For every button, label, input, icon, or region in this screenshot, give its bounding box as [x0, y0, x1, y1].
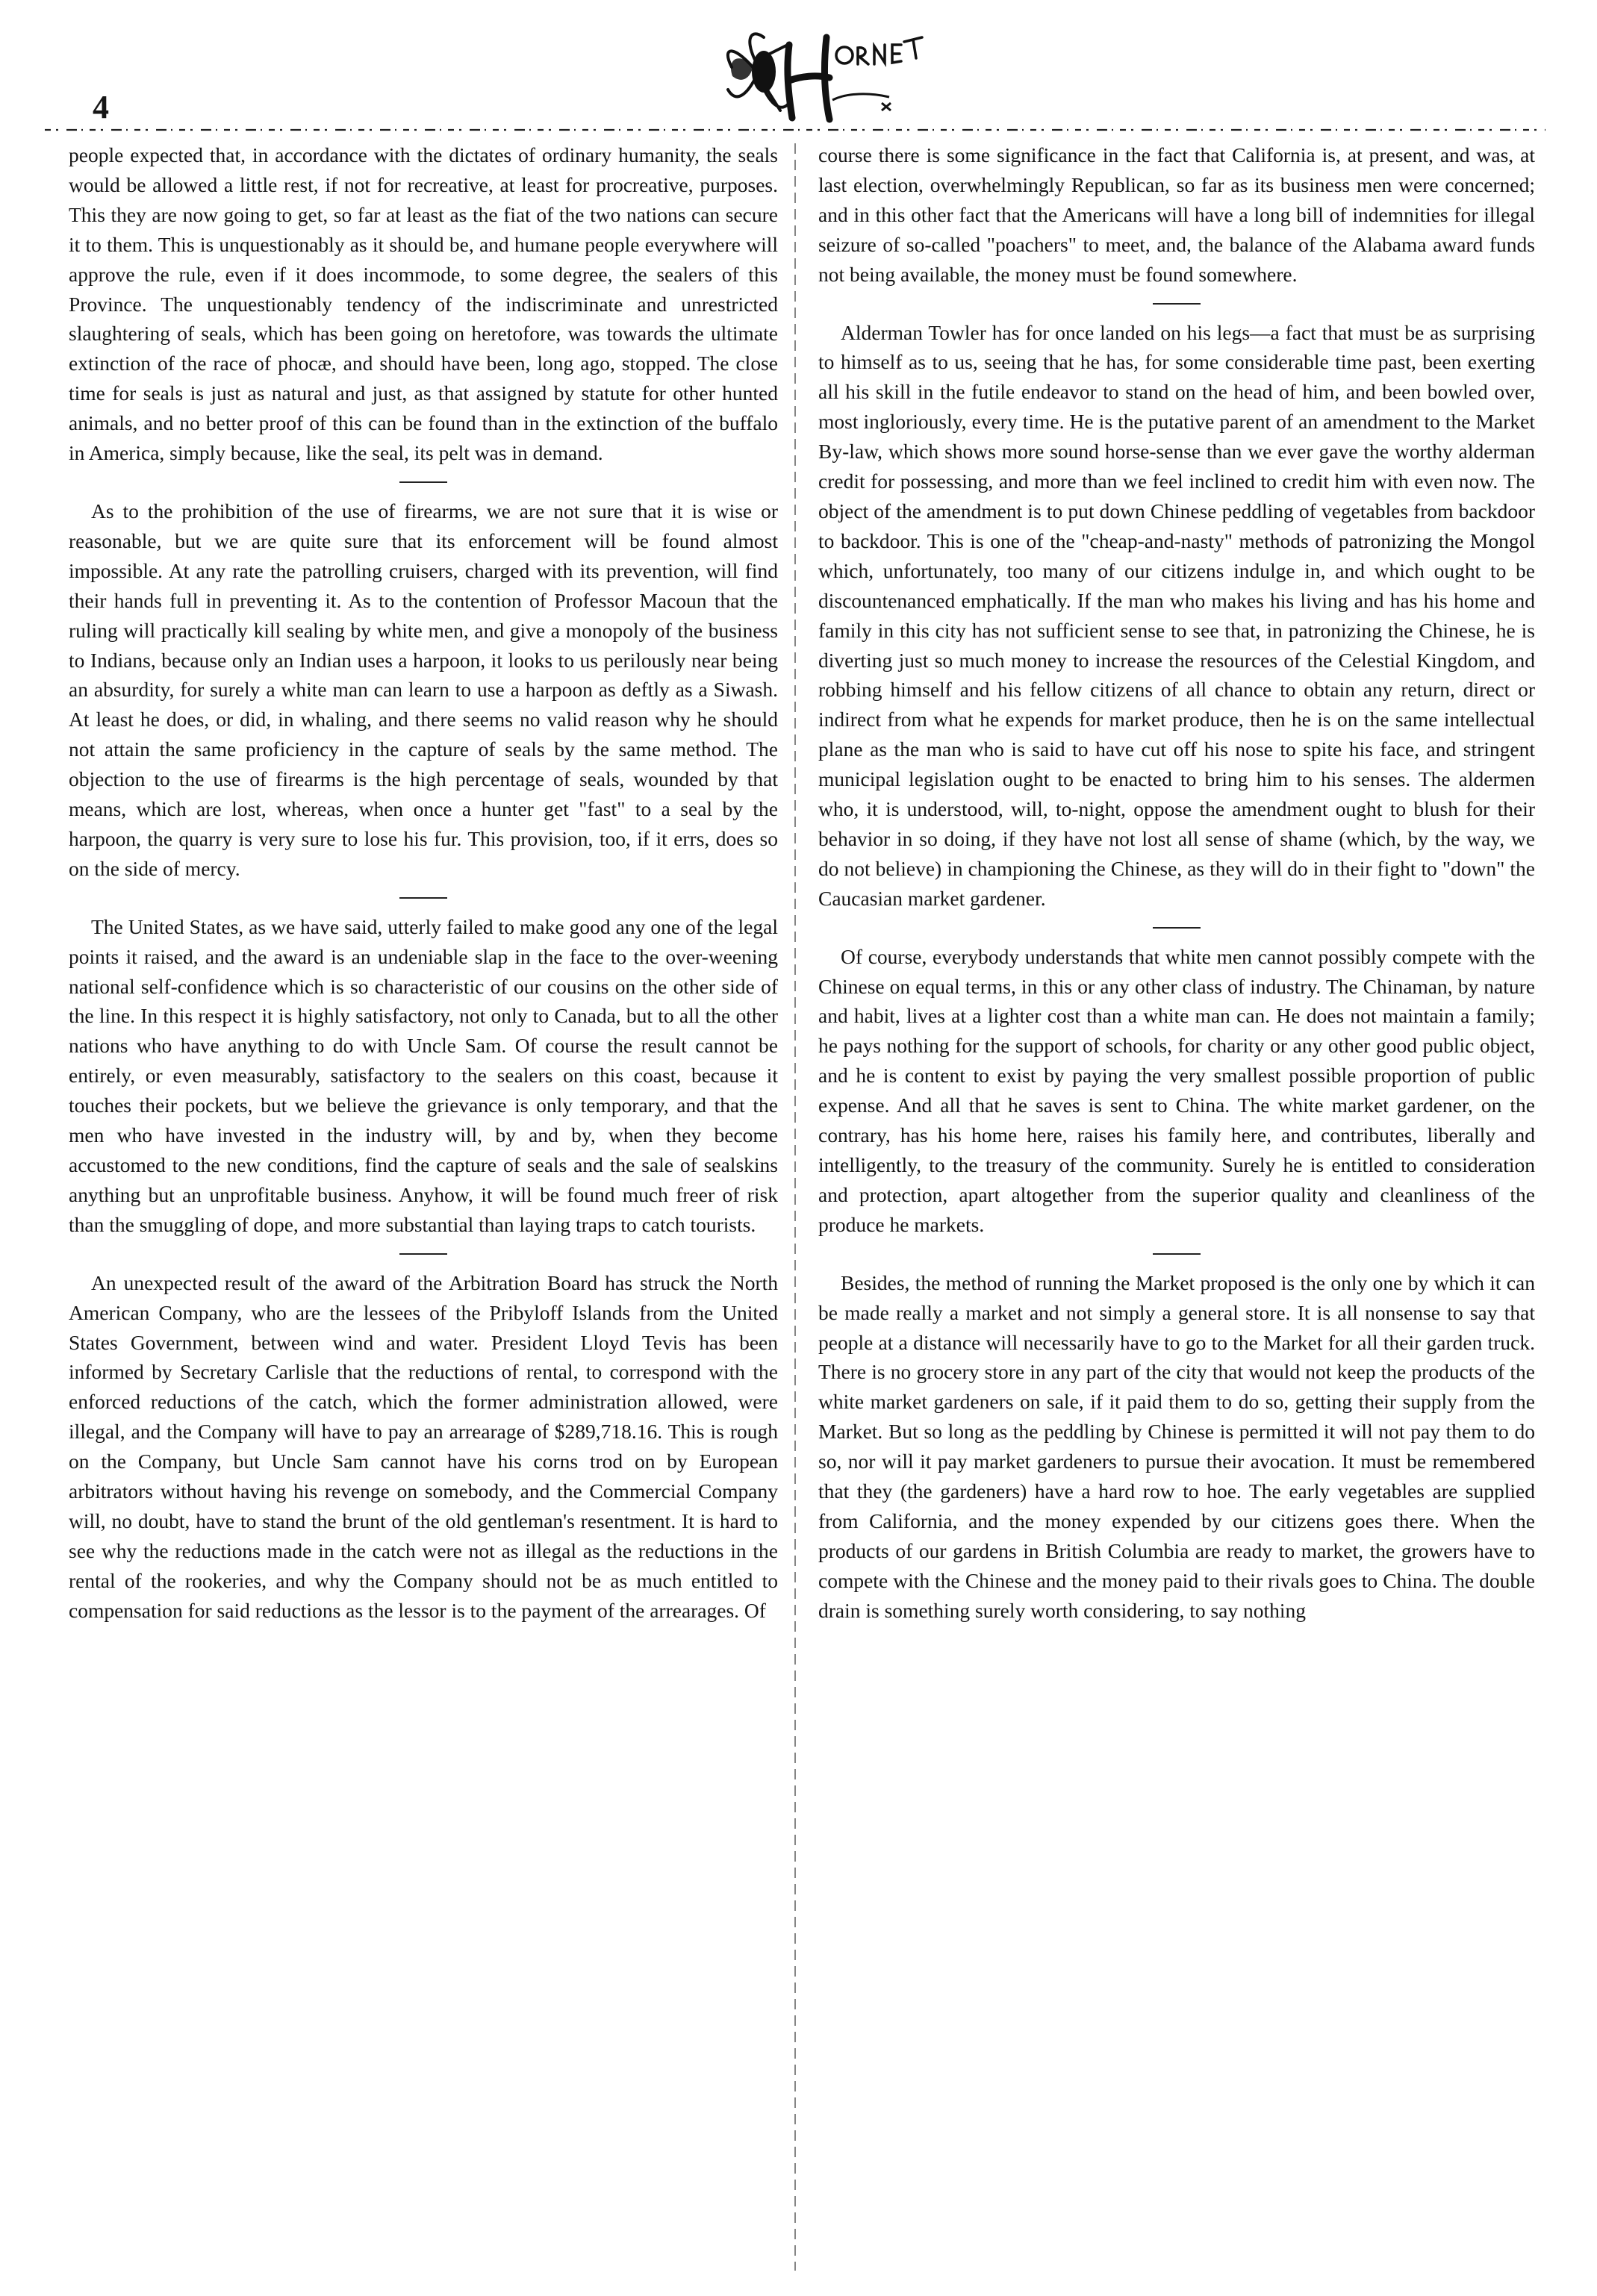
paragraph: Of course, everybody understands that white men cannot possibly compete with the Chinese on equal terms, in this or any other class of industry. The Chinaman, by nature and habit, lives at a lighter cost than a white man can. He does not maintain a family; he pays nothing for the support of schools, for charity or any other good public object, and he is content to exist by paying the very smallest possible proportion of public expense. And all that he saves is sent to China. The white market gardener, on the contrary, has his home here, raises his family here, and contributes, liberally and intelligently, to the treasury of the community. Surely he is entitled to consideration and protection, apart altogether from the superior quality and cleanliness of the produce he markets. [818, 944, 1535, 1236]
paragraph: Alderman Towler has for once landed on his legs—a fact that must be as surprising to himself as to us, seeing that he has, for some considerable time past, been exerting all his skill in the futile endeavor to stand on the head of him, and been bowled over, most ingloriously, every time. He is the putative parent of an amendment to the Market By-law, which shows more sound horse-sense than we ever gave the worthy alderman credit for possessing, and more than we feel inclined to credit him with even now. The object of the amendment is to put down Chinese peddling of vegetables from backdoor to backdoor. This is one of the "cheap-and-nasty" methods of patronizing the Mongol which, unfortunately, too many of our citizens indulge in, and which ought to be discountenanced emphatically. If the man who makes his living and has his home and family in this city has not sufficient sense to see that, in patronizing the Chinese, he is diverting just so much money to increase the resources of the Celestial Kingdom, and robbing himself and his fellow citizens of all chance to obtain any return, direct or indirect from what he expends for market produce, then he is on the same intellectual plane as the man who is said to have cut off his nose to spite his face, and stringent municipal legislation ought to be enacted to bring him to his senses. The aldermen who, it is understood, will, to-night, oppose the amendment ought to blush for their behavior in so doing, if they have not lost all sense of shame (which, by the way, we do not believe) in championing the Chinese, as they will do in their fight to "down" the Caucasian market gardener. [818, 320, 1535, 910]
section-divider [399, 897, 447, 899]
section-divider [1153, 1253, 1201, 1255]
header-rule [45, 127, 1545, 133]
article-columns [69, 140, 1538, 2283]
paragraph: The United States, as we have said, utterly failed to make good any one of the legal points it raised, and the award is an undeniable slap in the face to the over-weening national self-confidence which is so characteristic of our cousins on the other side of the line. In this respect it is highly satisfactory, not only to Canada, but to all the other nations who have anything to do with Uncle Sam. Of course the result cannot be entirely, or even measurably, satisfactory to the sealers on this coast, because it touches their pockets, but we believe the grievance is only temporary, and that the men who have invested in the industry will, by and by, when they become accustomed to the new conditions, find the capture of seals and the sale of sealskins anything but an unprofitable business. Anyhow, it will be found much freer of risk than the smuggling of dope, and more substantial than laying traps to catch tourists. [69, 914, 778, 1236]
right-column [818, 140, 1535, 1626]
masthead [0, 0, 1597, 149]
paragraph: course there is some significance in the fact that California is, at present, and was, at last election, overwhelmingly Republican, so far as its business men were concerned; and in this other fact that the Americans will have a long bill of indemnities for illegal seizure of so-called "poachers" to meet, and, the balance of the Alabama award funds not being available, the money must be found somewhere. [818, 143, 1535, 286]
left-column [69, 140, 778, 1626]
page-number: 4 [93, 89, 109, 125]
section-divider [1153, 927, 1201, 929]
paragraph: An unexpected result of the award of the Arbitration Board has struck the North American Company, who are the lessees of the Pribyloff Islands from the United States Government, between wind and water. President Lloyd Tevis has been informed by Secretary Carlisle that the reductions of rental, to correspond with the enforced reductions of the catch, which the former administration allowed, were illegal, and the Company will have to pay an arrearage of $289,718.16. This is rough on the Company, but Uncle Sam cannot have his corns trod on by European arbitrators without having his revenge on somebody, and the Commercial Company will, no doubt, have to stand the brunt of the old gentleman's resentment. It is hard to see why the reductions made in the catch were not as illegal as the reductions in the rental of the rookeries, and why the Company should not be as much entitled to compensation for said reductions as the lessor is to the payment of the arrearages. Of [69, 1270, 778, 1622]
paragraph: As to the prohibition of the use of firearms, we are not sure that it is wise or reasonable, but we are quite sure that its enforcement will be found almost impossible. At any rate the patrolling cruisers, charged with its prevention, will find their hands full in preventing it. As to the contention of Professor Macoun that the ruling will practically kill sealing by white men, and give a monopoly of the business to Indians, because only an Indian uses a harpoon, it looks to us perilously near being an absurdity, for surely a white man can learn to use a harpoon as deftly as a Siwash. At least he does, or did, in whaling, and there seems no valid reason why he should not attain the same proficiency in the capture of seals by the same method. The objection to the use of firearms is the high percentage of seals, wounded by that means, which are lost, whereas, when once a hunter get "fast" to a seal by the harpoon, the quarry is very sure to lose his fur. This provision, too, if it errs, does so on the side of mercy. [69, 499, 778, 880]
section-divider [399, 1253, 447, 1255]
section-divider [399, 481, 447, 483]
section-divider [1153, 303, 1201, 305]
column-divider [794, 143, 796, 2271]
paragraph: Besides, the method of running the Market proposed is the only one by which it can be made really a market and not simply a general store. It is all nonsense to say that people at a distance will necessarily have to go to the Market for all their garden truck. There is no grocery store in any part of the city that would not keep the products of the white market gardeners on sale, if it paid them to do so, getting their supply from the Market. But so long as the peddling by Chinese is permitted it will not pay them to do so, nor will it pay market gardeners to pursue their avocation. It must be remembered that they (the gardeners) have a hard row to hoe. The early vegetables are supplied from California, and the money expended by our citizens goes there. When the products of our gardens in British Columbia are ready to market, the growers have to compete with the Chinese and the money paid to their rivals goes to China. The double drain is something surely worth considering, to say nothing [818, 1270, 1535, 1622]
hornet-logo [706, 15, 930, 127]
paragraph: people expected that, in accordance with the dictates of ordinary humanity, the seals would be allowed a little rest, if not for recreative, at least for procreative, purposes. This they are now going to get, so far at least as the fiat of the two nations can secure it to them. This is unquestionably as it should be, and humane people everywhere will approve the rule, even if it does incommode, to some degree, the sealers of this Province. The unquestionably tendency of the indiscriminate and unrestricted slaughtering of seals, which has been going on heretofore, was towards the ultimate extinction of the race of phocæ, and should have been, long ago, stopped. The close time for seals is just as natural and just, as that assigned by statute for other hunted animals, and no better proof of this can be found than in the extinction of the buffalo in America, simply because, like the seal, its pelt was in demand. [69, 143, 778, 465]
